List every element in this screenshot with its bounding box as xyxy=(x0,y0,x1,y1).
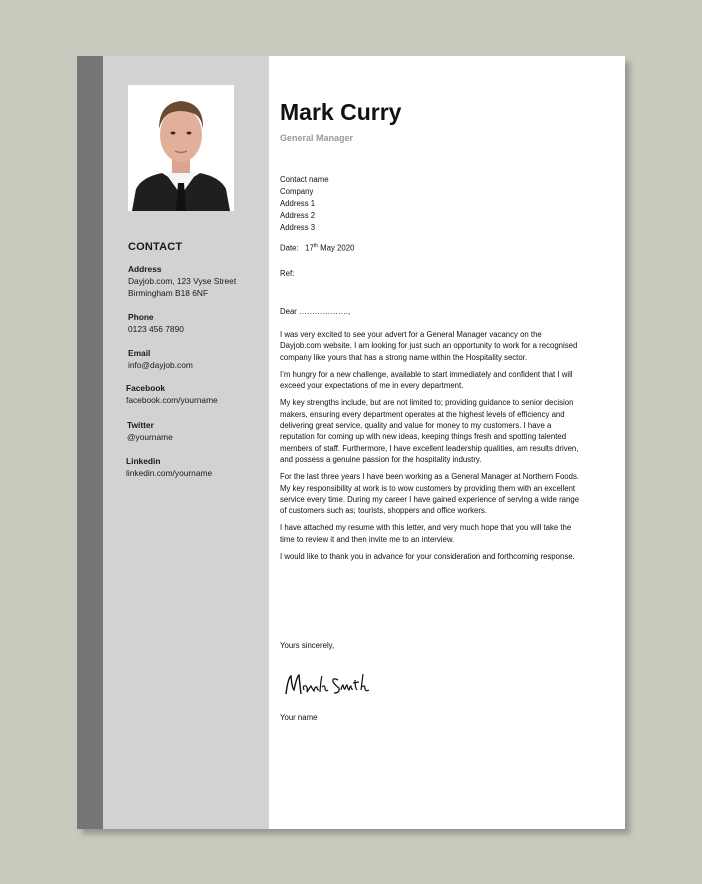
contact-email xyxy=(128,347,193,371)
contact-address-line-2: Birmingham B18 6NF xyxy=(128,288,209,298)
recipient-address-2: Address 2 xyxy=(280,211,316,220)
contact-facebook-value: facebook.com/yourname xyxy=(126,395,218,405)
contact-address-label: Address xyxy=(128,264,162,274)
paragraph: For the last three years I have been working as a General Manager at Northern Foods. My key responsibility at work is to wow customers by providing them with an excellent service every time. During my career I have gained experience of serving a wide range of customers such as; tourists, shoppers and office workers. xyxy=(280,472,580,516)
contact-facebook-label: Facebook xyxy=(126,383,166,393)
contact-phone xyxy=(128,311,184,335)
paragraph: I’m hungry for a new challenge, available to start immediately and confident that I will exceed your expectations of me in every department. xyxy=(280,369,573,391)
profile-photo xyxy=(128,85,234,211)
contact-twitter-value: @yourname xyxy=(127,432,173,442)
contact-linkedin-value: linkedin.com/yourname xyxy=(126,468,213,478)
date-rest: May 2020 xyxy=(318,243,355,253)
paragraph: I would like to thank you in advance for your consideration and forthcoming response. xyxy=(280,552,575,562)
contact-linkedin-label: Linkedin xyxy=(126,456,161,466)
contact-heading: CONTACT xyxy=(128,241,183,253)
contact-twitter-label: Twitter xyxy=(127,420,154,430)
date-label: Date: xyxy=(280,243,299,253)
date-day: 17 xyxy=(305,243,314,253)
date-suffix: th xyxy=(313,243,318,249)
recipient-contact-name: Contact name xyxy=(280,175,329,184)
salutation: Dear ………………., xyxy=(280,307,351,316)
contact-linkedin xyxy=(126,455,212,479)
contact-address-line-1: Dayjob.com, 123 Vyse Street xyxy=(128,276,237,286)
reference: Ref: xyxy=(280,269,295,278)
recipient-company: Company xyxy=(280,187,314,196)
paragraph: I was very excited to see your advert for a General Manager vacancy on the Dayjob.com website. I am looking for just such an opportunity to work for a recognised company like yours that has a strong name within the Hospitality sector. xyxy=(280,330,578,362)
paragraph: I have attached my resume with this letter, and very much hope that you will take the time to review it and then invite me to an interview. xyxy=(280,523,572,544)
recipient-address xyxy=(280,174,329,234)
contact-email-value: info@dayjob.com xyxy=(128,360,193,370)
contact-email-label: Email xyxy=(128,348,151,358)
paragraph: My key strengths include, but are not limited to; providing guidance to senior decision makers, ensuring every department operates at the highest levels of efficiency and delivering great service, quality and value for money to my customers. I have a reputation for coming up with new ideas, keeping things fresh and spotting talented members of staff. Furthermore, I have excellent leadership qualities, am results driven, and possess a genuine passion for the hospitality industry. xyxy=(280,398,579,464)
contact-twitter xyxy=(127,419,173,443)
contact-address xyxy=(128,263,236,299)
signature xyxy=(282,668,372,704)
left-stripe xyxy=(77,56,103,829)
applicant-name: Mark Curry xyxy=(280,99,402,125)
applicant-job-title: General Manager xyxy=(280,133,354,143)
recipient-address-3: Address 3 xyxy=(280,223,316,232)
letter-paragraphs xyxy=(280,329,580,568)
your-name: Your name xyxy=(280,713,318,722)
cover-letter-page xyxy=(77,56,625,829)
closing: Yours sincerely, xyxy=(280,641,335,650)
recipient-address-1: Address 1 xyxy=(280,199,316,208)
letter-date xyxy=(280,243,354,253)
contact-phone-label: Phone xyxy=(128,312,154,322)
contact-facebook xyxy=(126,382,218,406)
contact-phone-value: 0123 456 7890 xyxy=(128,324,184,334)
